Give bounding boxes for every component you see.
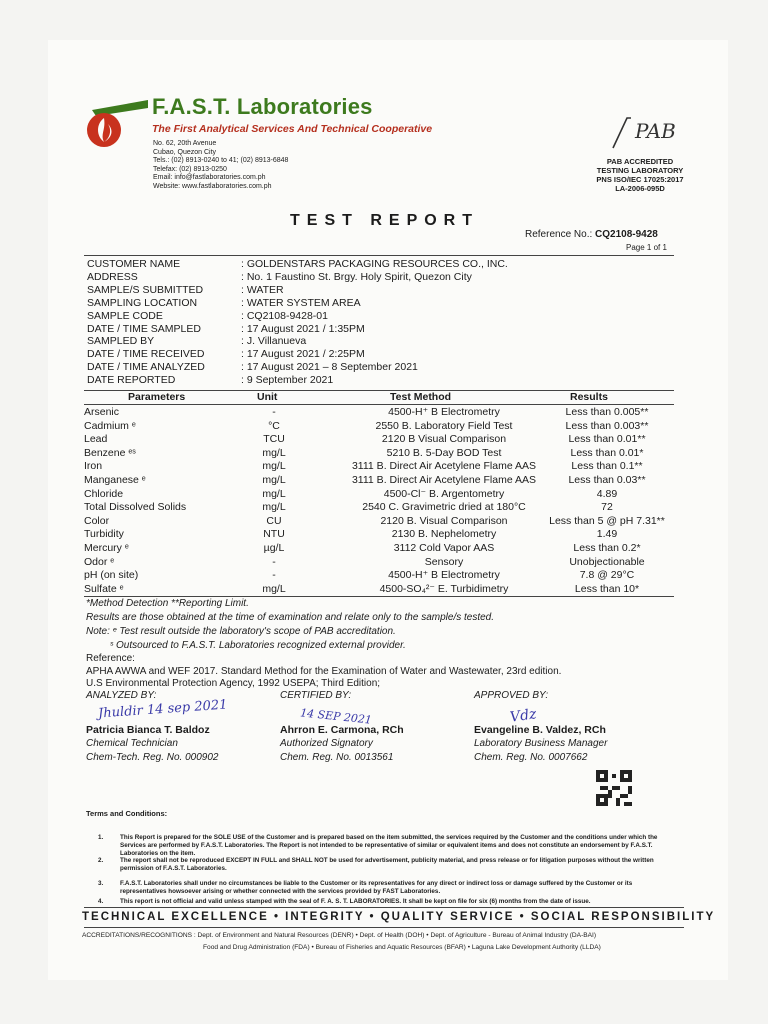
cell-result: Less than 0.1** bbox=[571, 460, 643, 473]
cell-method: 4500-H⁺ B Electrometry bbox=[388, 406, 500, 418]
reference-number bbox=[525, 229, 658, 240]
reference-line: APHA AWWA and WEF 2017. Standard Method for the Examination of Water and Wastewater, 23rd edition. bbox=[86, 666, 562, 677]
certified-by-label: CERTIFIED BY: bbox=[280, 690, 352, 701]
method-detection-note: *Method Detection **Reporting Limit. bbox=[86, 598, 249, 609]
pab-line: PNS ISO/IEC 17025:2017 bbox=[596, 175, 684, 184]
cell-parameter: pH (on site) bbox=[84, 569, 139, 582]
cell-parameter: Cadmium ᵉ bbox=[84, 419, 136, 432]
cell-method: 4500-Cl⁻ B. Argentometry bbox=[383, 487, 505, 500]
table-row bbox=[84, 556, 674, 570]
qr-code-icon[interactable] bbox=[596, 770, 632, 806]
analyst-title: Chemical Technician bbox=[86, 738, 178, 749]
table-row bbox=[84, 420, 674, 434]
info-value: : WATER SYSTEM AREA bbox=[241, 296, 361, 309]
pab-logo-icon bbox=[605, 112, 675, 152]
col-header-parameters: Parameters bbox=[128, 391, 186, 403]
approved-by-label: APPROVED BY: bbox=[474, 690, 549, 701]
info-label: ADDRESS bbox=[87, 270, 138, 283]
cell-unit: - bbox=[272, 406, 276, 418]
cell-unit: - bbox=[272, 569, 276, 582]
analyst-signature: Jhuldir 14 sep 2021 bbox=[97, 697, 228, 722]
analyst-reg: Chem-Tech. Reg. No. 000902 bbox=[86, 752, 219, 763]
info-value: : 17 August 2021 / 2:25PM bbox=[241, 348, 365, 361]
reference-value: CQ2108-9428 bbox=[595, 229, 658, 240]
approver-name: Evangeline B. Valdez, RCh bbox=[474, 724, 606, 736]
term-number: 3. bbox=[98, 880, 104, 887]
col-header-method: Test Method bbox=[390, 391, 452, 403]
accreditations-line: Food and Drug Administration (FDA) • Bureau of Fisheries and Aquatic Resources (BFAR) • Laguna Lake Development Authority (LLDA) bbox=[203, 944, 601, 951]
divider bbox=[84, 404, 674, 405]
cell-unit: mg/L bbox=[262, 487, 286, 500]
info-label: DATE / TIME RECEIVED bbox=[87, 348, 205, 361]
cell-unit: °C bbox=[268, 419, 280, 432]
address-line: Website: www.fastlaboratories.com.ph bbox=[153, 182, 272, 190]
fast-flame-logo-icon bbox=[82, 96, 152, 152]
divider bbox=[84, 907, 684, 908]
cell-method: 3112 Cold Vapor AAS bbox=[393, 542, 495, 554]
cell-parameter: Iron bbox=[84, 460, 103, 473]
cell-result: 1.49 bbox=[596, 528, 618, 541]
col-header-unit: Unit bbox=[257, 391, 278, 403]
certifier-name: Ahrron E. Carmona, RCh bbox=[280, 724, 404, 736]
cell-unit: TCU bbox=[263, 433, 285, 446]
cell-result: 72 bbox=[601, 501, 613, 514]
cell-parameter: Mercury ᵉ bbox=[84, 542, 129, 554]
cell-result: Less than 0.2* bbox=[573, 542, 641, 554]
footer-slogan: TECHNICAL EXCELLENCE • INTEGRITY • QUALITY SERVICE • SOCIAL RESPONSIBILITY bbox=[82, 911, 716, 923]
accreditations-line: ACCREDITATIONS/RECOGNITIONS : Dept. of Environment and Natural Resources (DENR) • Dept. of Health (DOH) • Dept. of Agriculture - Bureau of Animal Industry (DA-BAI) bbox=[82, 932, 597, 939]
cell-parameter: Total Dissolved Solids bbox=[84, 501, 187, 514]
info-value: : WATER bbox=[241, 283, 284, 296]
cell-parameter: Color bbox=[84, 514, 110, 527]
table-row bbox=[84, 528, 674, 542]
table-row bbox=[84, 447, 674, 461]
term-text: This report is not official and valid unless stamped with the seal of F. A. S. T. LABORATORIES. It shall be kept on file for six (6) months from the date of issue. bbox=[120, 898, 591, 905]
info-label: DATE REPORTED bbox=[87, 374, 176, 387]
pab-line: LA-2006-095D bbox=[615, 184, 665, 193]
info-value: : 17 August 2021 / 1:35PM bbox=[241, 322, 365, 335]
certifier-signature-date: 14 SEP 2021 bbox=[299, 706, 373, 727]
term-number: 1. bbox=[98, 834, 104, 841]
cell-result: Less than 0.005** bbox=[565, 406, 649, 418]
scope-note: Note: ᵉ Test result outside the laboratory's scope of PAB accreditation. bbox=[86, 626, 396, 637]
table-row bbox=[84, 515, 674, 529]
term-number: 4. bbox=[98, 898, 104, 905]
info-value: : 17 August 2021 – 8 September 2021 bbox=[241, 361, 418, 374]
analyst-name: Patricia Bianca T. Baldoz bbox=[86, 724, 210, 736]
table-row bbox=[84, 433, 674, 447]
cell-result: 7.8 @ 29°C bbox=[579, 569, 635, 582]
report-title: TEST REPORT bbox=[290, 212, 480, 229]
info-label: SAMPLE CODE bbox=[87, 309, 163, 322]
analyzed-by-label: ANALYZED BY: bbox=[86, 690, 157, 701]
cell-method: 2120 B Visual Comparison bbox=[381, 433, 507, 446]
cell-parameter: Chloride bbox=[84, 487, 124, 500]
table-row bbox=[84, 501, 674, 515]
table-row bbox=[84, 583, 674, 597]
cell-parameter: Arsenic bbox=[84, 406, 120, 418]
cell-result: Less than 10* bbox=[574, 582, 640, 595]
info-label: CUSTOMER NAME bbox=[87, 258, 181, 270]
info-label: DATE / TIME ANALYZED bbox=[87, 361, 205, 374]
term-text: The report shall not be reproduced EXCEPT IN FULL and SHALL NOT be used for advertisement, publicity material, and press release or for litigation purposes without the written permission of F.A.S.T. Laboratories. bbox=[120, 857, 654, 872]
table-row bbox=[84, 488, 674, 502]
col-header-results: Results bbox=[570, 391, 608, 403]
cell-result: 4.89 bbox=[596, 487, 618, 500]
info-label: SAMPLING LOCATION bbox=[87, 296, 198, 309]
term-text: F.A.S.T. Laboratories shall under no circumstances be liable to the Customer or its representatives for any direct or indirect loss or damage suffered by the Customer or its representatives howsoever arising or whether connected with the services provided by FAST Laboratories. bbox=[120, 880, 633, 895]
company-name: F.A.S.T. Laboratories bbox=[152, 94, 373, 119]
approver-title: Laboratory Business Manager bbox=[474, 738, 608, 749]
divider bbox=[84, 596, 674, 597]
info-value: : CQ2108-9428-01 bbox=[241, 309, 328, 322]
cell-result: Unobjectionable bbox=[569, 555, 645, 568]
cell-result: Less than 0.03** bbox=[568, 474, 646, 486]
cell-parameter: Lead bbox=[84, 433, 108, 446]
info-label: DATE / TIME SAMPLED bbox=[87, 322, 201, 335]
table-row bbox=[84, 474, 674, 488]
cell-unit: mg/L bbox=[262, 501, 286, 514]
approver-signature: Vdz bbox=[509, 706, 538, 726]
table-row bbox=[84, 542, 674, 556]
info-value: : GOLDENSTARS PACKAGING RESOURCES CO., INC. bbox=[241, 258, 508, 270]
address-line: No. 62, 20th Avenue bbox=[153, 140, 217, 147]
cell-result: Less than 0.01** bbox=[568, 433, 646, 446]
table-row bbox=[84, 406, 674, 420]
reference-label: Reference No.: bbox=[525, 229, 593, 240]
pab-accreditation bbox=[580, 112, 700, 194]
address-line: Tels.: (02) 8913-0240 to 41; (02) 8913-6848 bbox=[153, 157, 289, 165]
certifier-title: Authorized Signatory bbox=[280, 738, 373, 749]
address-line: Cubao, Quezon City bbox=[153, 148, 217, 156]
cell-result: Less than 0.003** bbox=[565, 419, 649, 432]
cell-method: 3111 B. Direct Air Acetylene Flame AAS bbox=[351, 474, 537, 486]
cell-unit: mg/L bbox=[262, 446, 286, 459]
reference-heading: Reference: bbox=[86, 653, 135, 664]
cell-unit: µg/L bbox=[263, 542, 285, 554]
company-address bbox=[153, 140, 288, 192]
table-row bbox=[84, 569, 674, 583]
outsourced-note: ˢ Outsourced to F.A.S.T. Laboratories recognized external provider. bbox=[110, 640, 406, 651]
reference-line: U.S Environmental Protection Agency, 1992 USEPA; Third Edition; bbox=[86, 678, 381, 689]
address-line: Email: info@fastlaboratories.com.ph bbox=[153, 174, 266, 182]
info-label: SAMPLE/S SUBMITTED bbox=[87, 283, 204, 296]
info-value: : J. Villanueva bbox=[241, 335, 307, 348]
cell-method: Sensory bbox=[424, 555, 464, 568]
address-line: Telefax: (02) 8913-0250 bbox=[153, 165, 227, 173]
company-tagline: The First Analytical Services And Technical Cooperative bbox=[152, 123, 433, 135]
info-value: : 9 September 2021 bbox=[241, 374, 334, 387]
cell-unit: mg/L bbox=[262, 582, 286, 595]
terms-heading: Terms and Conditions: bbox=[86, 809, 168, 818]
cell-method: 4500-SO₄²⁻ E. Turbidimetry bbox=[379, 582, 509, 595]
cell-unit: - bbox=[272, 555, 276, 568]
pab-line: TESTING LABORATORY bbox=[596, 166, 684, 175]
cell-method: 2550 B. Laboratory Field Test bbox=[375, 419, 513, 432]
cell-unit: mg/L bbox=[262, 460, 286, 473]
cell-unit: mg/L bbox=[262, 474, 286, 486]
cell-method: 5210 B. 5-Day BOD Test bbox=[386, 446, 502, 459]
cell-parameter: Turbidity bbox=[84, 528, 124, 541]
page-indicator: Page 1 of 1 bbox=[626, 243, 667, 252]
approver-reg: Chem. Reg. No. 0007662 bbox=[474, 752, 588, 763]
term-text: This Report is prepared for the SOLE USE of the Customer and is prepared based on the item submitted, the services required by the Customer and the conditions under which the Services are performed by F.A.S.T. Laboratories. The Report is not intended to be representative of similar or equivalent items and does not constitute an endorsement by F.A.S.T. Laboratories on the item. bbox=[120, 834, 658, 857]
cell-method: 2120 B. Visual Comparison bbox=[380, 514, 508, 527]
cell-parameter: Sulfate ᵉ bbox=[84, 582, 124, 595]
cell-unit: NTU bbox=[263, 528, 285, 541]
cell-method: 2540 C. Gravimetric dried at 180°C bbox=[362, 501, 526, 514]
cell-method: 4500-H⁺ B Electrometry bbox=[388, 569, 500, 582]
cell-parameter: Manganese ᵉ bbox=[84, 474, 146, 486]
certifier-reg: Chem. Reg. No. 0013561 bbox=[280, 752, 394, 763]
pab-line: PAB ACCREDITED bbox=[606, 157, 674, 166]
info-value: : No. 1 Faustino St. Brgy. Holy Spirit, Quezon City bbox=[241, 270, 472, 283]
cell-parameter: Benzene ᵉˢ bbox=[84, 446, 136, 459]
cell-result: Less than 5 @ pH 7.31** bbox=[549, 514, 665, 527]
results-note: Results are those obtained at the time of examination and relate only to the sample/s tested. bbox=[86, 612, 495, 623]
divider bbox=[84, 255, 674, 256]
pab-logo-text: PAB bbox=[635, 119, 675, 143]
table-row bbox=[84, 460, 674, 474]
cell-parameter: Odor ᵉ bbox=[84, 555, 115, 568]
cell-method: 2130 B. Nephelometry bbox=[391, 528, 497, 541]
info-label: SAMPLED BY bbox=[87, 335, 155, 348]
cell-result: Less than 0.01* bbox=[570, 446, 644, 459]
cell-method: 3111 B. Direct Air Acetylene Flame AAS bbox=[351, 460, 537, 473]
term-number: 2. bbox=[98, 857, 104, 864]
divider bbox=[84, 927, 684, 928]
cell-unit: CU bbox=[266, 514, 282, 527]
